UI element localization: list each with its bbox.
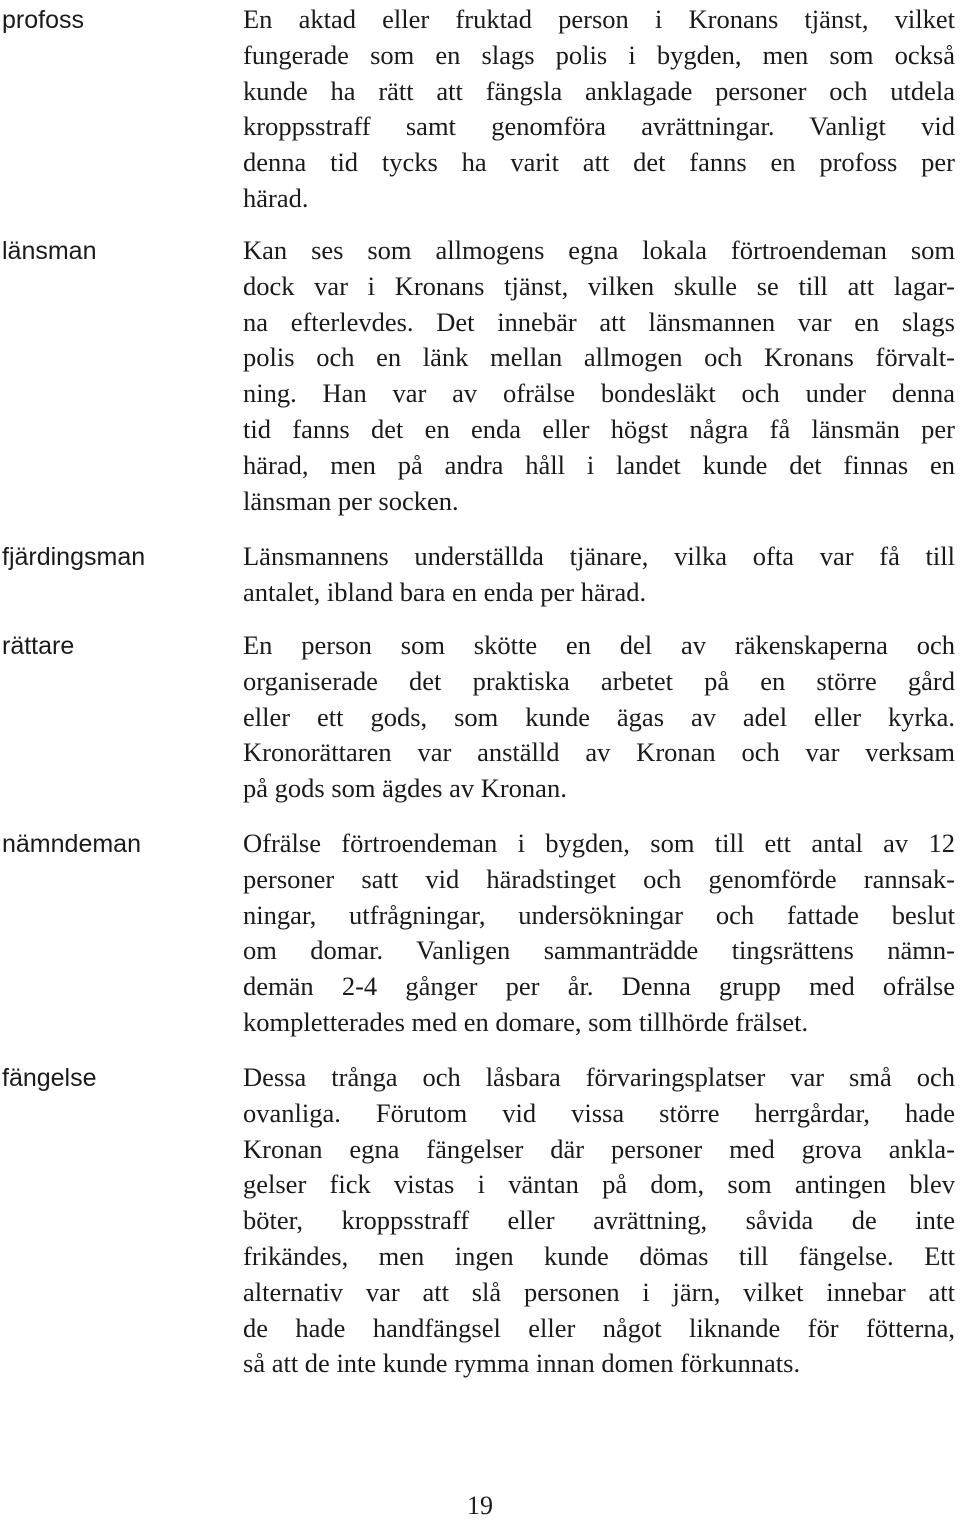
definition-line: polis och en länk mellan allmogen och Kronans förvalt- [243,342,955,373]
definition-line: Länsmannens underställda tjänare, vilka ofta var få till [243,541,955,571]
term-label: rättare [2,632,75,660]
definition-line: fungerade som en slags polis i bygden, men som också [243,39,955,70]
definition-line: kompletterades med en domare, som tillhörde frälset. [243,1006,809,1037]
definition-line: böter, kroppsstraff eller avrättning, såvida de inte [243,1205,955,1236]
definition-line: på gods som ägdes av Kronan. [243,773,567,804]
definition-line: Kronorättaren var anställd av Kronan och var verksam [243,737,955,768]
definition-line: gelser fick vistas i väntan på dom, som antingen blev [243,1169,955,1200]
definition-text [243,628,955,807]
definition-line: En aktad eller fruktad person i Kronans tjänst, vilket [243,4,955,34]
definition-line: så att de inte kunde rymma innan domen förkunnats. [243,1348,801,1379]
definition-line: organiserade det praktiska arbetet på en större gård [243,665,955,696]
definition-text [243,1060,955,1382]
term-label: fjärdingsman [2,543,146,571]
definition-line: na efterlevdes. Det innebär att länsmannen var en slags [243,306,955,337]
definition-line: ningar, utfrågningar, undersökningar och fattade beslut [243,899,955,930]
definition-line: denna tid tycks ha varit att det fanns en profoss per [243,147,955,178]
definition-line: antalet, ibland bara en enda per härad. [243,576,647,607]
definition-line: tid fanns det en enda eller högst några få länsmän per [243,413,955,444]
definition-line: de hade handfängsel eller något liknande för fötterna, [243,1312,955,1343]
definition-line: frikändes, men ingen kunde dömas till fängelse. Ett [243,1240,955,1271]
term-label: nämndeman [2,830,141,858]
term-label: profoss [2,6,84,34]
definition-text [243,826,955,1041]
definition-line: kunde ha rätt att fängsla anklagade personer och utdela [243,75,955,106]
definition-line: om domar. Vanligen sammanträdde tingsrättens nämn- [243,935,955,966]
definition-text [243,2,955,217]
page-number: 19 [467,1491,493,1520]
definition-line: länsman per socken. [243,485,459,516]
definition-line: Dessa trånga och låsbara förvaringsplatser var små och [243,1062,955,1092]
definition-line: ning. Han var av ofrälse bondesläkt och under denna [243,378,955,409]
definition-line: Kan ses som allmogens egna lokala förtroendeman som [243,235,955,265]
definition-line: Kronan egna fängelser där personer med grova ankla- [243,1133,955,1164]
definition-line: härad, men på andra håll i landet kunde det finnas en [243,449,955,480]
definition-text [243,233,955,519]
definition-line: alternativ var att slå personen i järn, vilket innebar att [243,1276,955,1307]
definition-line: härad. [243,182,309,213]
definition-line: Ofrälse förtroendeman i bygden, som till ett antal av 12 [243,828,955,858]
definition-line: dock var i Kronans tjänst, vilken skulle se till att lagar- [243,270,955,301]
definition-line: demän 2-4 gånger per år. Denna grupp med ofrälse [243,971,955,1002]
term-label: länsman [2,237,97,265]
definition-line: ovanliga. Förutom vid vissa större herrgårdar, hade [243,1097,955,1128]
term-label: fängelse [2,1064,97,1092]
definition-line: personer satt vid häradstinget och genomförde rannsak- [243,863,955,894]
definition-text [243,539,955,611]
definition-line: En person som skötte en del av räkenskaperna och [243,630,955,660]
definition-line: kroppsstraff samt genomföra avrättningar. Vanligt vid [243,111,955,142]
definition-line: eller ett gods, som kunde ägas av adel eller kyrka. [243,701,955,732]
